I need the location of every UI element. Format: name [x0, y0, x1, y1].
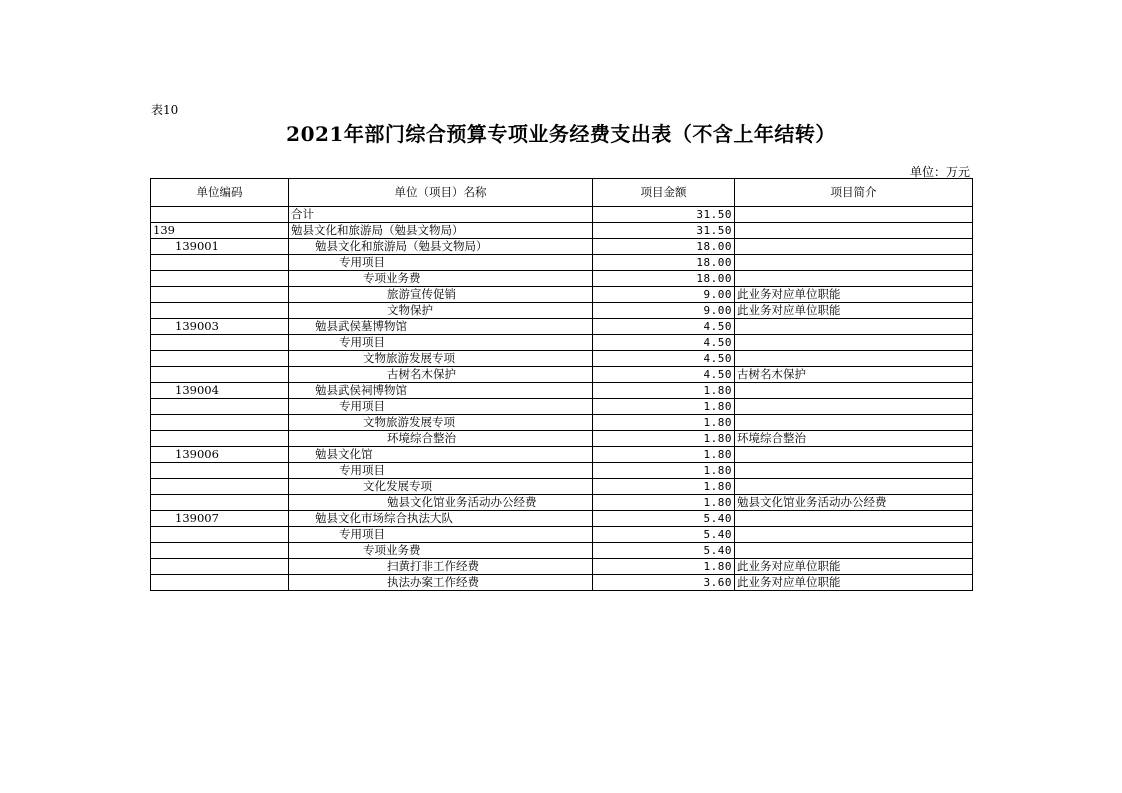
unit-name-cell: 环境综合整治 — [289, 431, 593, 447]
description-cell — [735, 511, 973, 527]
table-row — [151, 495, 973, 511]
table-row — [151, 271, 973, 287]
unit-code-cell: 139 — [151, 223, 289, 239]
column-header-description: 项目简介 — [735, 179, 973, 207]
unit-code-cell — [151, 543, 289, 559]
amount-cell: 18.00 — [593, 239, 735, 255]
unit-name-cell: 古树名木保护 — [289, 367, 593, 383]
unit-name-cell: 勉县武侯墓博物馆 — [289, 319, 593, 335]
amount-cell: 1.80 — [593, 495, 735, 511]
unit-code-cell — [151, 399, 289, 415]
unit-code-cell — [151, 351, 289, 367]
description-cell — [735, 239, 973, 255]
unit-name-cell: 勉县文化和旅游局（勉县文物局） — [289, 223, 593, 239]
column-header-unit-name: 单位（项目）名称 — [289, 179, 593, 207]
amount-cell: 9.00 — [593, 287, 735, 303]
table-row — [151, 543, 973, 559]
amount-cell: 5.40 — [593, 543, 735, 559]
unit-code-cell — [151, 495, 289, 511]
table-row — [151, 207, 973, 223]
table-row — [151, 479, 973, 495]
amount-cell: 9.00 — [593, 303, 735, 319]
unit-code-cell — [151, 335, 289, 351]
description-cell — [735, 543, 973, 559]
unit-name-cell: 文物保护 — [289, 303, 593, 319]
unit-name-cell: 专用项目 — [289, 255, 593, 271]
amount-cell: 5.40 — [593, 527, 735, 543]
unit-code-cell — [151, 431, 289, 447]
unit-code-cell — [151, 367, 289, 383]
unit-name-cell: 专用项目 — [289, 527, 593, 543]
amount-cell: 1.80 — [593, 559, 735, 575]
unit-name-cell: 专用项目 — [289, 463, 593, 479]
column-header-amount: 项目金额 — [593, 179, 735, 207]
table-row — [151, 559, 973, 575]
unit-name-cell: 执法办案工作经费 — [289, 575, 593, 591]
amount-cell: 1.80 — [593, 463, 735, 479]
unit-name-cell: 旅游宣传促销 — [289, 287, 593, 303]
amount-cell: 1.80 — [593, 415, 735, 431]
description-cell — [735, 415, 973, 431]
amount-cell: 31.50 — [593, 223, 735, 239]
unit-name-cell: 勉县文化馆业务活动办公经费 — [289, 495, 593, 511]
description-cell — [735, 223, 973, 239]
description-cell — [735, 527, 973, 543]
table-row — [151, 575, 973, 591]
table-row — [151, 255, 973, 271]
description-cell: 勉县文化馆业务活动办公经费 — [735, 495, 973, 511]
table-row — [151, 527, 973, 543]
unit-code-cell: 139001 — [151, 239, 289, 255]
table-row — [151, 239, 973, 255]
amount-cell: 18.00 — [593, 271, 735, 287]
unit-name-cell: 勉县文化市场综合执法大队 — [289, 511, 593, 527]
unit-code-cell — [151, 207, 289, 223]
amount-cell: 4.50 — [593, 367, 735, 383]
description-cell: 此业务对应单位职能 — [735, 303, 973, 319]
table-row — [151, 335, 973, 351]
description-cell — [735, 399, 973, 415]
unit-code-cell — [151, 287, 289, 303]
table-row — [151, 431, 973, 447]
description-cell — [735, 351, 973, 367]
amount-cell: 4.50 — [593, 351, 735, 367]
table-row — [151, 399, 973, 415]
table-row — [151, 383, 973, 399]
amount-cell: 4.50 — [593, 319, 735, 335]
table-row — [151, 223, 973, 239]
table-row — [151, 415, 973, 431]
description-cell — [735, 335, 973, 351]
description-cell — [735, 463, 973, 479]
table-body — [151, 207, 973, 591]
amount-cell: 31.50 — [593, 207, 735, 223]
unit-name-cell: 专用项目 — [289, 399, 593, 415]
budget-table — [150, 178, 973, 591]
table-row — [151, 447, 973, 463]
description-cell — [735, 383, 973, 399]
unit-code-cell: 139006 — [151, 447, 289, 463]
unit-code-cell: 139003 — [151, 319, 289, 335]
unit-code-cell — [151, 479, 289, 495]
unit-name-cell: 扫黄打非工作经费 — [289, 559, 593, 575]
unit-code-cell — [151, 559, 289, 575]
description-cell: 此业务对应单位职能 — [735, 559, 973, 575]
unit-code-cell — [151, 303, 289, 319]
unit-code-cell: 139004 — [151, 383, 289, 399]
amount-cell: 3.60 — [593, 575, 735, 591]
document-title: 2021年部门综合预算专项业务经费支出表（不含上年结转） — [286, 122, 836, 146]
amount-cell: 4.50 — [593, 335, 735, 351]
header-row — [151, 179, 973, 207]
unit-name-cell: 勉县武侯祠博物馆 — [289, 383, 593, 399]
unit-name-cell: 专项业务费 — [289, 543, 593, 559]
table-row — [151, 367, 973, 383]
unit-code-cell — [151, 271, 289, 287]
unit-note: 单位：万元 — [909, 165, 970, 179]
unit-code-cell: 139007 — [151, 511, 289, 527]
table-row — [151, 287, 973, 303]
table-row — [151, 351, 973, 367]
amount-cell: 1.80 — [593, 383, 735, 399]
unit-name-cell: 文化发展专项 — [289, 479, 593, 495]
amount-cell: 1.80 — [593, 431, 735, 447]
table-row — [151, 511, 973, 527]
unit-code-cell — [151, 463, 289, 479]
description-cell: 此业务对应单位职能 — [735, 287, 973, 303]
amount-cell: 5.40 — [593, 511, 735, 527]
amount-cell: 1.80 — [593, 399, 735, 415]
amount-cell: 1.80 — [593, 447, 735, 463]
unit-name-cell: 文物旅游发展专项 — [289, 351, 593, 367]
unit-code-cell — [151, 255, 289, 271]
description-cell — [735, 207, 973, 223]
description-cell: 环境综合整治 — [735, 431, 973, 447]
unit-name-cell: 合计 — [289, 207, 593, 223]
amount-cell: 18.00 — [593, 255, 735, 271]
amount-cell: 1.80 — [593, 479, 735, 495]
description-cell — [735, 255, 973, 271]
unit-name-cell: 专项业务费 — [289, 271, 593, 287]
unit-code-cell — [151, 527, 289, 543]
description-cell: 古树名木保护 — [735, 367, 973, 383]
unit-name-cell: 文物旅游发展专项 — [289, 415, 593, 431]
unit-code-cell — [151, 415, 289, 431]
unit-code-cell — [151, 575, 289, 591]
description-cell — [735, 447, 973, 463]
table-header — [151, 179, 973, 207]
description-cell — [735, 479, 973, 495]
unit-name-cell: 专用项目 — [289, 335, 593, 351]
table-number-label: 表10 — [151, 103, 179, 117]
description-cell — [735, 319, 973, 335]
description-cell: 此业务对应单位职能 — [735, 575, 973, 591]
unit-name-cell: 勉县文化和旅游局（勉县文物局） — [289, 239, 593, 255]
table-row — [151, 303, 973, 319]
table-row — [151, 463, 973, 479]
unit-name-cell: 勉县文化馆 — [289, 447, 593, 463]
table-row — [151, 319, 973, 335]
description-cell — [735, 271, 973, 287]
column-header-unit-code: 单位编码 — [151, 179, 289, 207]
